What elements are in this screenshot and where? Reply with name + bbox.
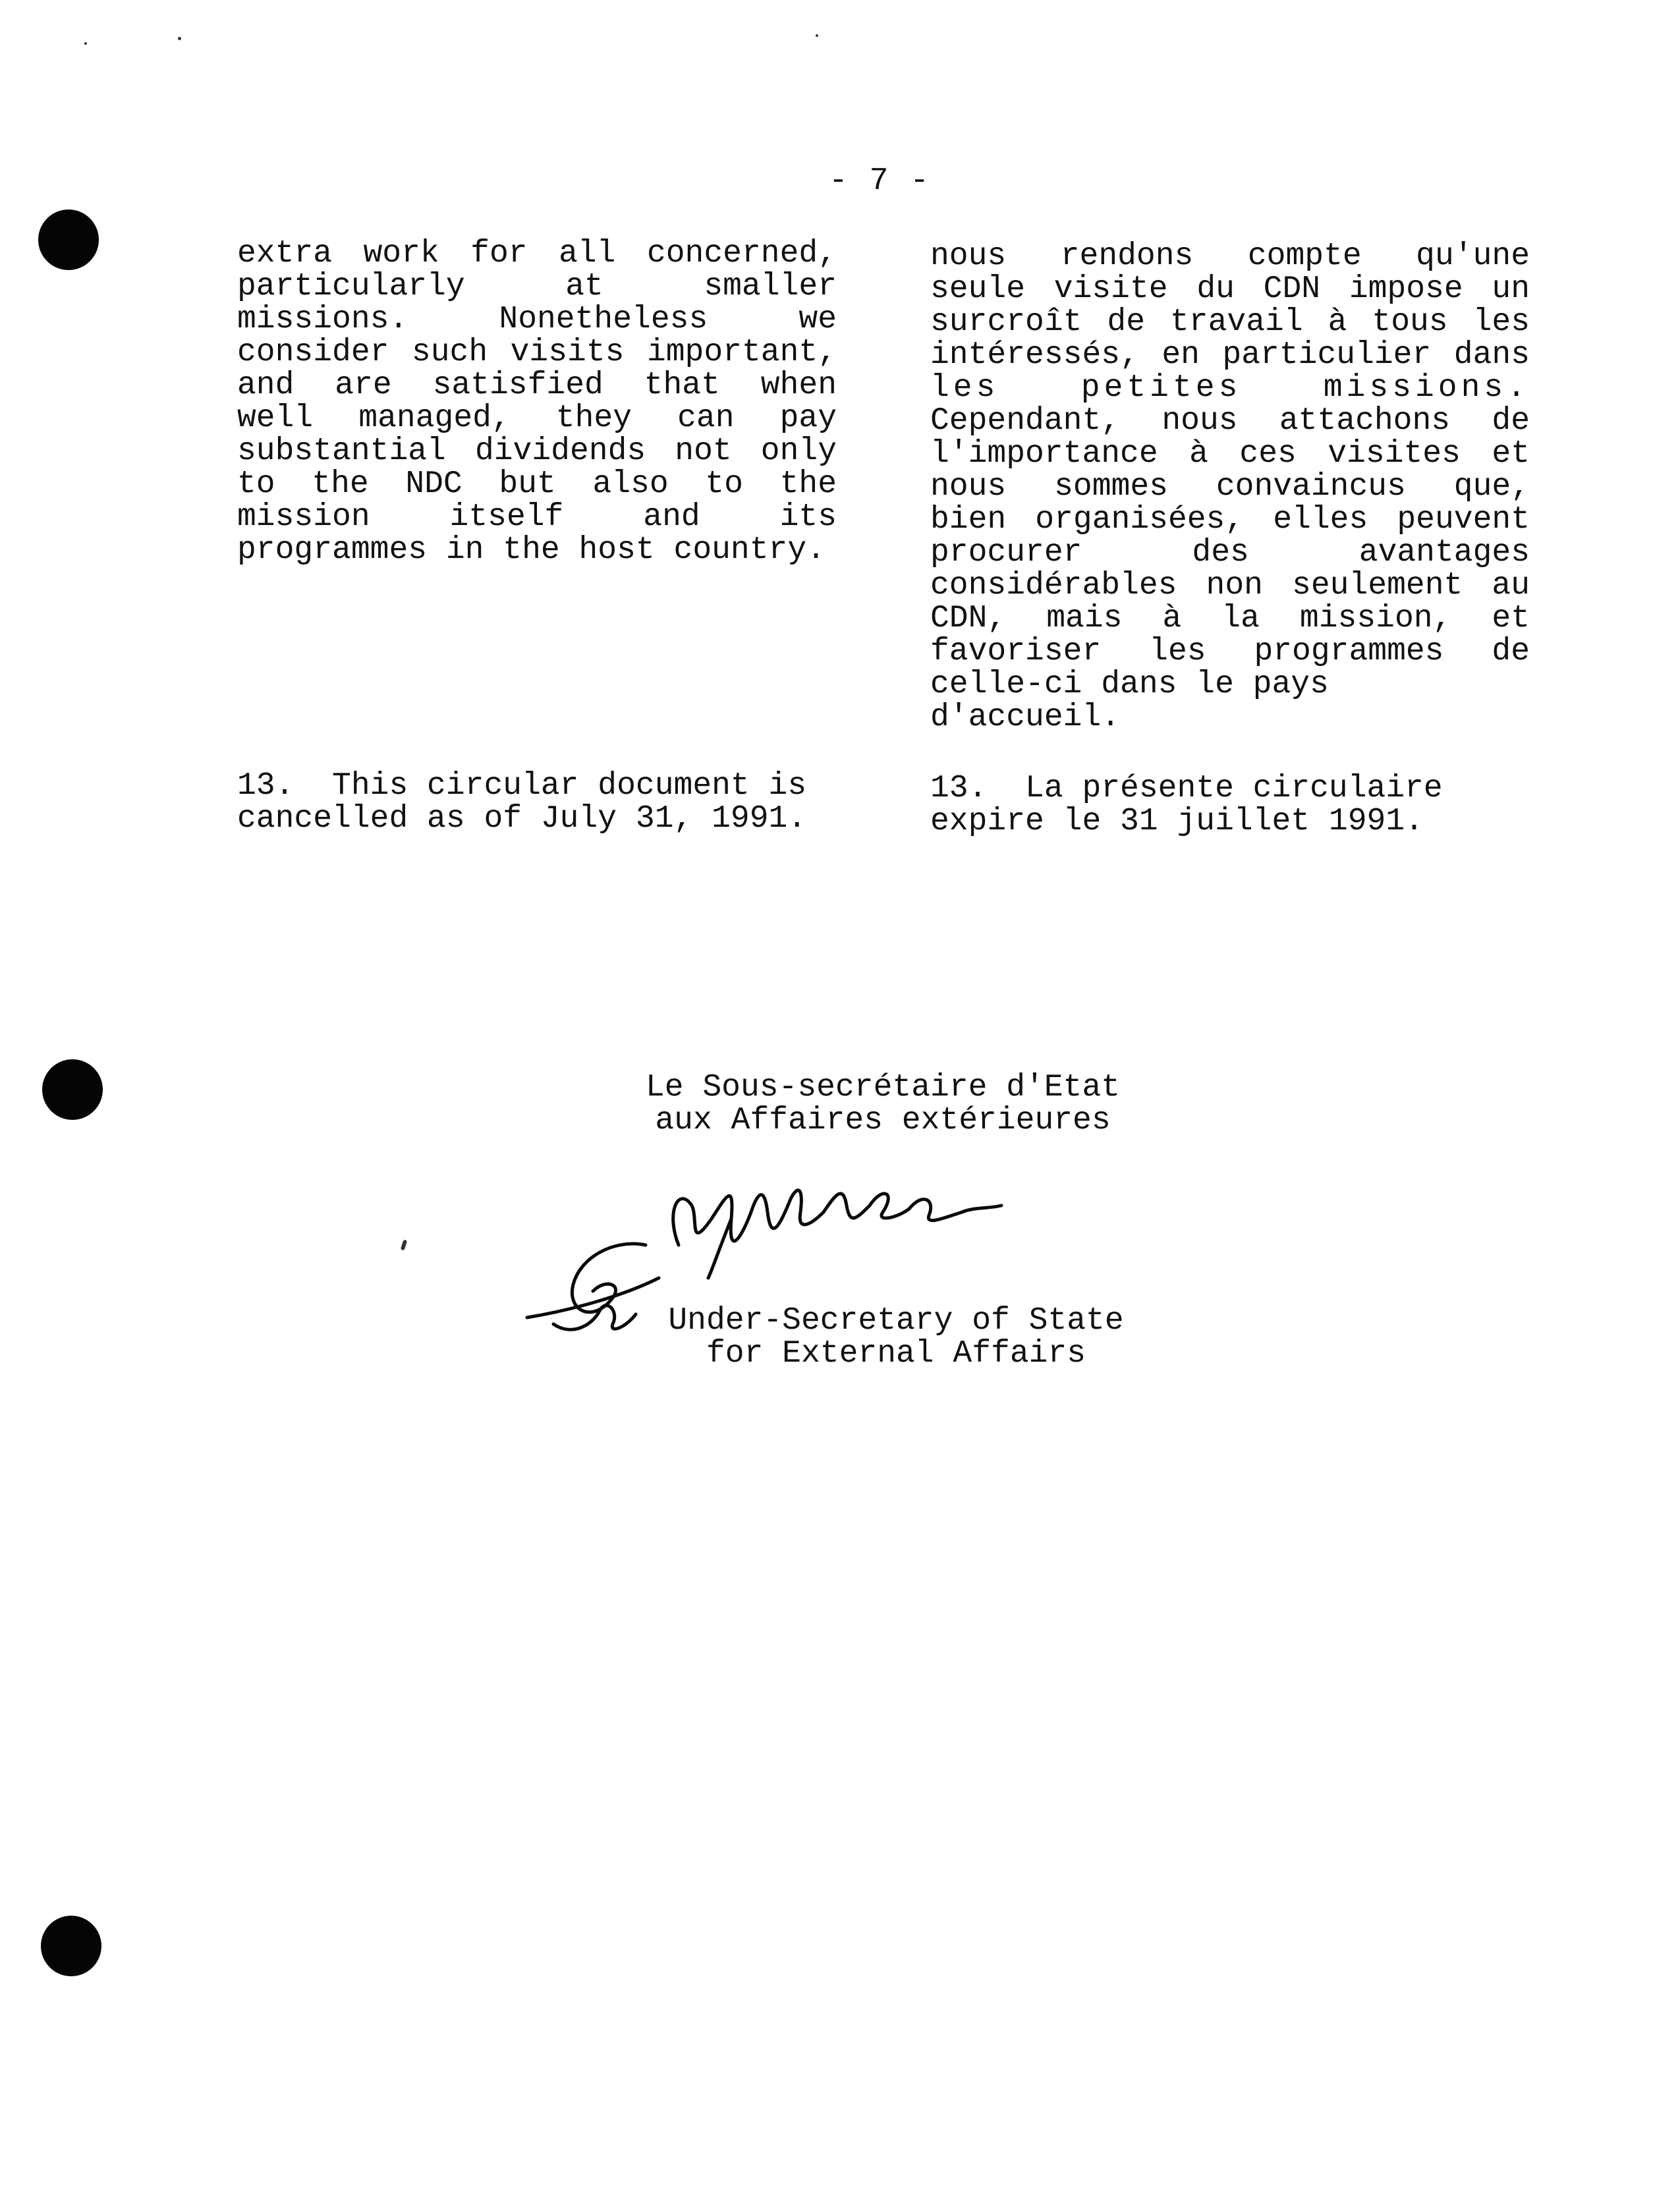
- french-paragraph-13: [930, 772, 1530, 838]
- text-line: well managed, they can pay: [237, 401, 837, 436]
- punch-hole-middle: [42, 1059, 103, 1120]
- english-signature-title: [613, 1304, 1179, 1370]
- text-line: celle-ci dans le pays: [930, 667, 1329, 702]
- french-paragraph-12: [930, 240, 1530, 734]
- english-paragraph-12: [237, 237, 837, 567]
- text-line: nous rendons compte qu'une: [930, 238, 1530, 274]
- page-number: - 7 -: [829, 163, 931, 199]
- scan-speck: [816, 34, 818, 37]
- text-line: extra work for all concerned,: [237, 236, 837, 271]
- text-line: nous sommes convaincus que,: [930, 469, 1530, 505]
- text-line: and are satisfied that when: [237, 368, 837, 403]
- scan-speck: [84, 42, 87, 45]
- text-line: cancelled as of July 31, 1991.: [237, 801, 807, 837]
- text-line: programmes in the host country.: [237, 532, 826, 568]
- text-line: CDN, mais à la mission, et: [930, 601, 1530, 636]
- text-line: Cependant, nous attachons de: [930, 403, 1530, 439]
- text-line: 13. This circular document is: [237, 768, 807, 804]
- text-line: substantial dividends not only: [237, 433, 837, 469]
- text-line: to the NDC but also to the: [237, 466, 837, 502]
- signature-title-line: for External Affairs: [706, 1336, 1086, 1372]
- text-line: particularly at smaller: [237, 269, 837, 304]
- punch-hole-top: [38, 209, 99, 270]
- text-line: consider such visits important,: [237, 335, 837, 370]
- text-line: seule visite du CDN impose un: [930, 271, 1530, 307]
- scan-speck: [178, 37, 181, 40]
- text-line: les petites missions.: [930, 370, 1530, 406]
- text-line: mission itself and its: [237, 499, 837, 535]
- text-line: bien organisées, elles peuvent: [930, 502, 1530, 538]
- text-line: d'accueil.: [930, 700, 1121, 735]
- text-line: expire le 31 juillet 1991.: [930, 804, 1424, 839]
- french-signature-title: [593, 1071, 1173, 1137]
- signature-title-line: Le Sous-secrétaire d'Etat: [645, 1070, 1121, 1105]
- english-paragraph-13: [237, 769, 837, 835]
- text-line: surcroît de travail à tous les: [930, 304, 1530, 340]
- scan-speck: [401, 1239, 408, 1250]
- text-line: intéressés, en particulier dans: [930, 337, 1530, 373]
- text-line: missions. Nonetheless we: [237, 302, 837, 337]
- text-line: 13. La présente circulaire: [930, 771, 1443, 806]
- punch-hole-bottom: [41, 1916, 101, 1976]
- text-line: favoriser les programmes de: [930, 634, 1530, 669]
- text-line: procurer des avantages: [930, 535, 1530, 570]
- signature-title-line: Under-Secretary of State: [668, 1303, 1124, 1339]
- text-line: l'importance à ces visites et: [930, 436, 1530, 472]
- signature-title-line: aux Affaires extérieures: [655, 1103, 1111, 1138]
- text-line: considérables non seulement au: [930, 568, 1530, 603]
